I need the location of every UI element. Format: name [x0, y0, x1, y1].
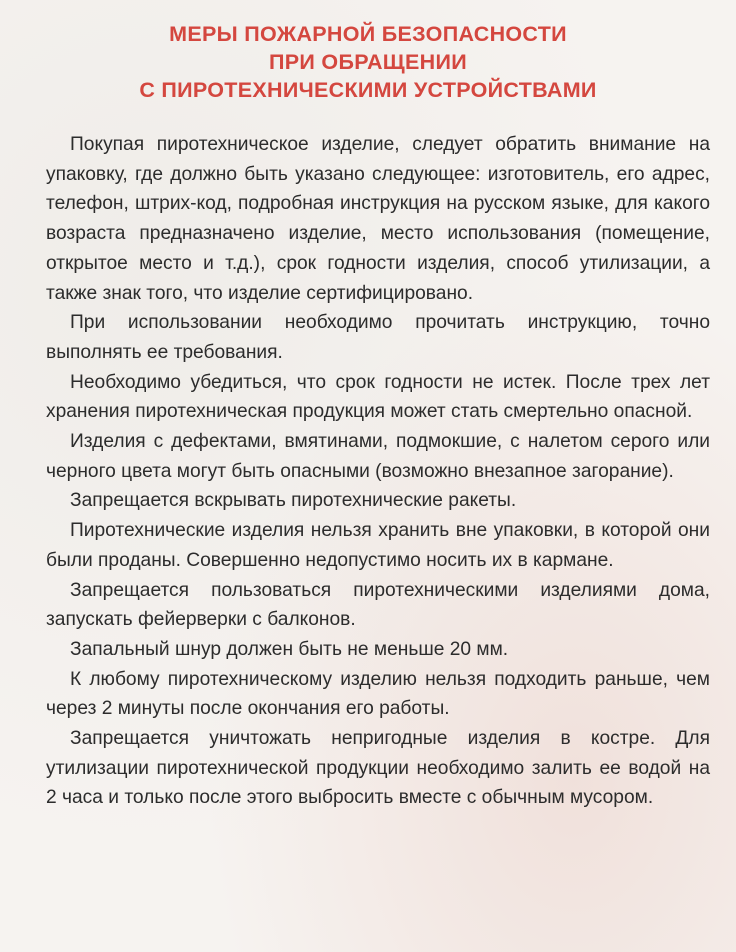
paragraph-home-use: Запрещается пользоваться пиротехническими изделиями дома, запускать фейерверки с балконов. [46, 579, 710, 631]
paragraph-defects: Изделия с дефектами, вмятинами, подмокшие, с налетом серого или черного цвета могут быть опасными (возможно внезапное загорание). [46, 431, 710, 482]
paragraph-disposal: Запрещается уничтожать непригодные изделия в костре. Для утилизации пиротехнической продукции необходимо залить ее водой на 2 часа и только после этого выбросить вместе с обычным мусором. [46, 728, 710, 809]
title-line-1: МЕРЫ ПОЖАРНОЙ БЕЗОПАСНОСТИ [169, 22, 567, 46]
paragraph-rockets: Запрещается вскрывать пиротехнические ракеты. [70, 490, 517, 512]
paragraph-expiry: Необходимо убедиться, что срок годности не истек. После трех лет хранения пиротехническая продукция может стать смертельно опасной. [46, 371, 710, 423]
title-line-3: С ПИРОТЕХНИЧЕСКИМИ УСТРОЙСТВАМИ [139, 78, 597, 102]
paragraph-packaging: Покупая пиротехническое изделие, следует обратить внимание на упаковку, где должно быть указано следующее: изготовитель, его адрес, телефон, штрих-код, подробная инструкция на русском языке, для какого возраста предназначено изделие, место использования (помещение, открытое место и т.д.), срок годности изделия, способ утилизации, а также знак того, что изделие сертифицировано. [46, 134, 710, 304]
paragraph-storage: Пиротехнические изделия нельзя хранить вне упаковки, в которой они были проданы. Совершенно недопустимо носить их в кармане. [46, 520, 710, 571]
paragraph-instructions: При использовании необходимо прочитать инструкцию, точно выполнять ее требования. [46, 312, 710, 363]
document-body [46, 130, 710, 813]
paragraph-approach: К любому пиротехническому изделию нельзя подходить раньше, чем через 2 минуты после окончания его работы. [46, 668, 710, 720]
paragraph-fuse: Запальный шнур должен быть не меньше 20 мм. [70, 638, 509, 660]
title-line-2: ПРИ ОБРАЩЕНИИ [269, 50, 467, 74]
document-title [0, 20, 736, 104]
